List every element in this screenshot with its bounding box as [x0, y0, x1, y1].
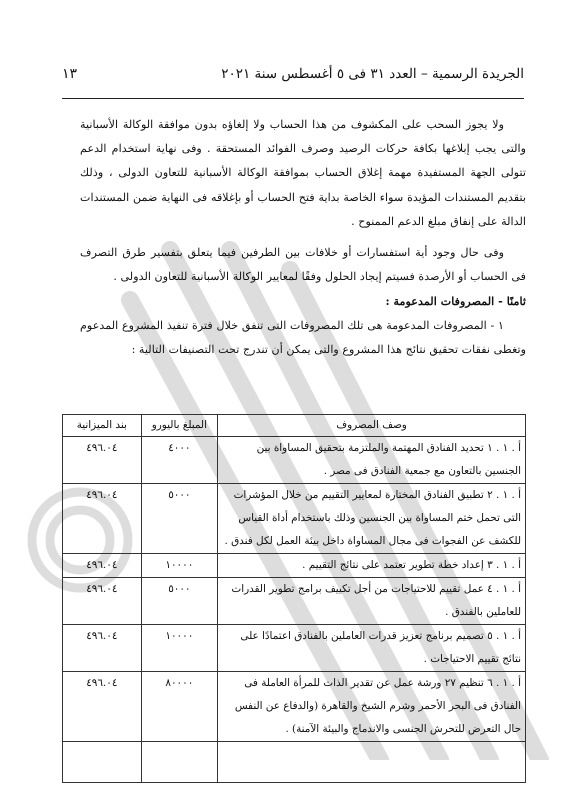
table-row: [63, 484, 526, 554]
row-amount: ٥٠٠٠: [141, 484, 218, 554]
header-amount: المبلغ باليورو: [141, 415, 218, 437]
paragraph-disputes: وفى حال وجود أية استفسارات أو خلافات بين الطرفين فيما يتعلق بتفسير طرق التصرف فى الحساب أو الأرصدة فسيتم إيجاد الحلول وفقًا لمعايير الوكالة الأسبانية للتعاون الدولى .: [80, 246, 526, 284]
paragraph-supported-expenses: ١ - المصروفات المدعومة هى تلك المصروفات التى تنفق خلال فترة تنفيذ المشروع المدعوم وتغطى نفقات تحقيق نتائج هذا المشروع والتى يمكن أن تندرج تحت التصنيفات التالية :: [80, 318, 526, 356]
row-budget-line: ٤٩٦.٠٤: [63, 554, 142, 578]
row-budget-line: ٤٩٦.٠٤: [63, 437, 142, 484]
header-title: الجريدة الرسمية – العدد ٣١ فى ٥ أغسطس سنة ٢٠٢١: [221, 66, 524, 82]
row-amount: ١٠٠٠٠: [141, 554, 218, 578]
table-row: [63, 742, 526, 783]
header-description: وصف المصروف: [218, 415, 526, 437]
row-description: أ . ١ . ٤ عمل تقييم للاحتياجات من أجل تكييف برامج تطوير القدرات للعاملين بالفندق .: [218, 578, 526, 625]
row-amount: ١٠٠٠٠: [141, 625, 218, 672]
row-amount: ٤٠٠٠: [141, 437, 218, 484]
table-header-row: [63, 415, 526, 437]
table-row: [63, 437, 526, 484]
row-budget-line: [63, 742, 142, 783]
row-amount: ٥٠٠٠: [141, 578, 218, 625]
row-budget-line: ٤٩٦.٠٤: [63, 578, 142, 625]
row-description: أ . ١ . ٣ إعداد خطة تطوير تعتمد على نتائج التقييم .: [218, 554, 526, 578]
row-budget-line: ٤٩٦.٠٤: [63, 484, 142, 554]
row-budget-line: ٤٩٦.٠٤: [63, 625, 142, 672]
row-amount: ٨٠٠٠٠: [141, 672, 218, 742]
row-description: أ . ١ . ٢ تطبيق الفنادق المختارة لمعايير التقييم من خلال المؤشرات التى تحمل ختم المساواة بين الجنسين وذلك باستخدام أداة القياس للكشف عن الفجوات فى مجال المساواة داخل بيئة العمل لكل فندق .: [218, 484, 526, 554]
row-description: أ . ١ . ٥ تصميم برنامج تعزيز قدرات العاملين بالفنادق اعتمادًا على نتائج تقييم الاحتياجات .: [218, 625, 526, 672]
row-budget-line: ٤٩٦.٠٤: [63, 672, 142, 742]
header-budget-line: بند الميزانية: [63, 415, 142, 437]
row-description: أ . ١ . ٦ تنظيم ٢٧ ورشة عمل عن تقدير الذات للمرأة العاملة فى الفنادق فى البحر الأحمر وشرم الشيخ والقاهرة (والدفاع عن النفس حال التعرض للتحرش الجنسى والاندماج والبيئة الآمنة) .: [218, 672, 526, 742]
table-row: [63, 672, 526, 742]
body-text: [80, 113, 526, 362]
header-rule: [62, 98, 524, 99]
section-title: ثامنًا - المصروفات المدعومة :: [385, 294, 526, 309]
row-amount: [141, 742, 218, 783]
table-row: [63, 554, 526, 578]
page-number: ١٣: [62, 66, 78, 82]
row-description: [218, 742, 526, 783]
table-row: [63, 625, 526, 672]
expenses-table: [62, 414, 526, 783]
page-header: [62, 66, 524, 88]
row-description: أ . ١ . ١ تحديد الفنادق المهتمة والملتزمة بتحقيق المساواة بين الجنسين بالتعاون مع جمعية الفنادق فى مصر .: [218, 437, 526, 484]
paragraph-account-rules: ولا يجوز السحب على المكشوف من هذا الحساب ولا إلغاؤه بدون موافقة الوكالة الأسبانية والتى يجب إبلاغها بكافة حركات الرصيد وصرف الفوائد المستحقة . وفى نهاية استخدام الدعم تتولى الجهة المستفيدة مهمة إغلاق الحساب بموافقة الوكالة الأسبانية للتعاون الدولى ، وذلك بتقديم المستندات المؤيدة سواء الخاصة بداية فتح الحساب أو بإغلاقه فى النهاية ضمن المستندات الدالة على إنفاق مبلغ الدعم الممنوح .: [80, 118, 526, 228]
table-row: [63, 578, 526, 625]
